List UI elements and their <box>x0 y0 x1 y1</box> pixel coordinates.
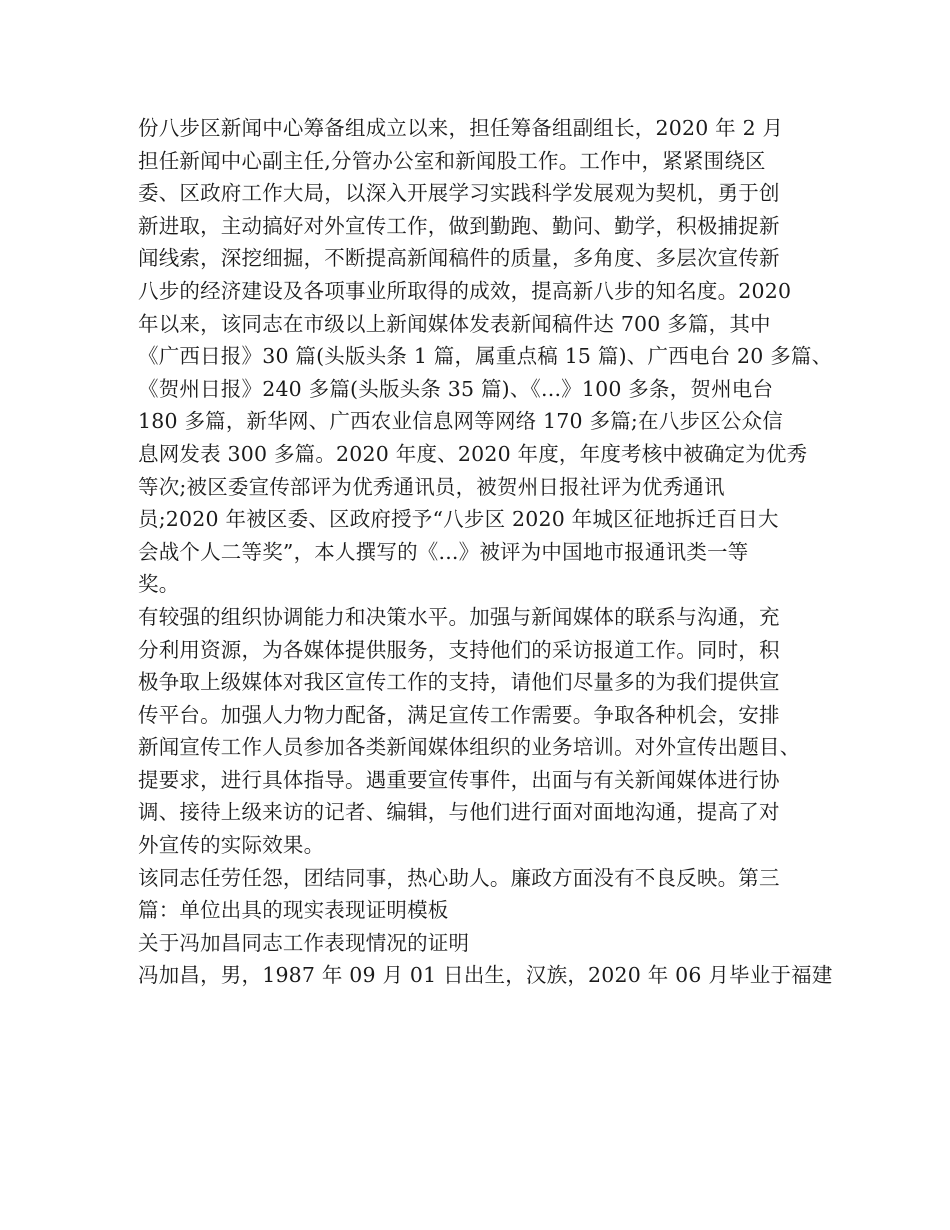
text-line: 有较强的组织协调能力和决策水平。加强与新闻媒体的联系与沟通，充 <box>138 604 780 629</box>
text-line: 员;2020 年被区委、区政府授予“八步区 2020 年城区征地拆迁百日大 <box>138 507 779 532</box>
text-line: 新闻宣传工作人员参加各类新闻媒体组织的业务培训。对外宣传出题目、 <box>138 735 801 760</box>
text-line: 奖。 <box>138 572 180 597</box>
text-line: 调、接待上级来访的记者、编辑，与他们进行面对面地沟通，提高了对 <box>138 800 780 825</box>
text-line: 提要求，进行具体指导。遇重要宣传事件，出面与有关新闻媒体进行协 <box>138 767 780 792</box>
text-line: 等次;被区委宣传部评为优秀通讯员，被贺州日报社评为优秀通讯 <box>138 474 725 499</box>
text-line: 极争取上级媒体对我区宣传工作的支持，请他们尽量多的为我们提供宣 <box>138 670 780 695</box>
text-line: 分利用资源，为各媒体提供服务，支持他们的采访报道工作。同时，积 <box>138 637 780 662</box>
text-line: 该同志任劳任怨，团结同事，热心助人。廉政方面没有不良反映。第三 <box>138 865 780 890</box>
document-body <box>138 112 833 992</box>
text-line: 《广西日报》30 篇(头版头条 1 篇，属重点稿 15 篇)、广西电台 20 多篇、 <box>138 344 833 369</box>
text-line: 八步的经济建设及各项事业所取得的成效，提高新八步的知名度。2020 <box>138 278 792 303</box>
text-line: 份八步区新闻中心筹备组成立以来，担任筹备组副组长，2020 年 2 月 <box>138 116 784 140</box>
text-line: 闻线索，深挖细掘，不断提高新闻稿件的质量，多角度、多层次宣传新 <box>138 246 780 271</box>
text-line: 篇：单位出具的现实表现证明模板 <box>138 898 449 923</box>
text-line: 《贺州日报》240 多篇(头版头条 35 篇)、《...》100 多条，贺州电台 <box>138 376 774 401</box>
text-line: 180 多篇，新华网、广西农业信息网等网络 170 多篇;在八步区公众信 <box>138 409 783 434</box>
text-line: 担任新闻中心副主任,分管办公室和新闻股工作。工作中，紧紧围绕区 <box>138 148 766 173</box>
text-line: 息网发表 300 多篇。2020 年度、2020 年度，年度考核中被确定为优秀 <box>138 441 808 466</box>
text-line: 新进取，主动搞好对外宣传工作，做到勤跑、勤问、勤学，积极捕捉新 <box>138 213 780 238</box>
text-line: 外宣传的实际效果。 <box>138 833 325 858</box>
text-line: 传平台。加强人力物力配备，满足宣传工作需要。争取各种机会，安排 <box>138 702 780 727</box>
text-line: 会战个人二等奖”，本人撰写的《...》被评为中国地市报通讯类一等 <box>138 539 749 564</box>
text-line: 委、区政府工作大局，以深入开展学习实践科学发展观为契机，勇于创 <box>138 181 780 206</box>
text-line: 关于冯加昌同志工作表现情况的证明 <box>138 930 470 955</box>
text-line: 年以来，该同志在市级以上新闻媒体发表新闻稿件达 700 多篇，其中 <box>138 311 771 336</box>
text-line: 冯加昌，男，1987 年 09 月 01 日出生，汉族，2020 年 06 月毕业于福建 <box>138 963 833 988</box>
